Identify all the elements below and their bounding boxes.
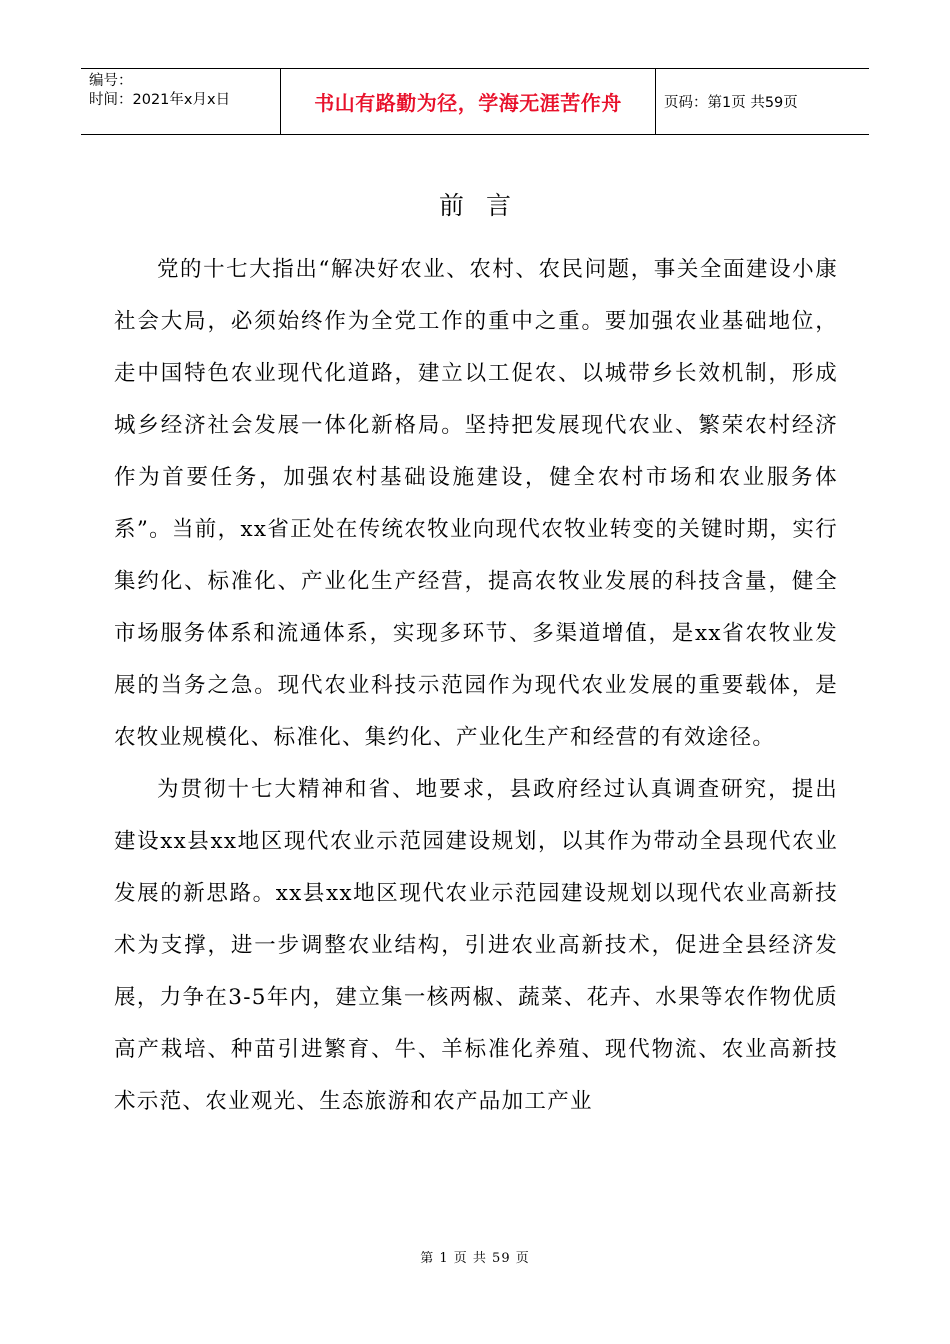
header-meta-cell	[81, 69, 281, 134]
paragraph: 为贯彻十七大精神和省、地要求，县政府经过认真调查研究，提出建设xx县xx地区现代农业示范园建设规划，以其作为带动全县现代农业发展的新思路。xx县xx地区现代农业示范园建设规划以现代农业高新技术为支撑，进一步调整农业结构，引进农业高新技术，促进全县经济发展，力争在3-5年内，建立集一核两椒、蔬菜、花卉、水果等农作物优质高产栽培、种苗引进繁育、牛、羊标准化养殖、现代物流、农业高新技术示范、农业观光、生态旅游和农产品加工产业	[114, 777, 838, 1114]
header-motto-cell	[281, 69, 656, 134]
motto-text: 书山有路勤为径，学海无涯苦作舟	[314, 91, 622, 115]
header-table	[81, 68, 869, 135]
number-label: 编号：	[89, 73, 133, 89]
header-page-cell	[656, 69, 869, 134]
page-info: 页码：第1页 共59页	[664, 95, 798, 111]
page-footer: 第 1 页 共 59 页	[420, 1251, 530, 1266]
document-body	[114, 244, 838, 1128]
time-label: 时间：2021年x月x日	[89, 92, 231, 108]
paragraph: 党的十七大指出“解决好农业、农村、农民问题，事关全面建设小康社会大局，必须始终作为全党工作的重中之重。要加强农业基础地位，走中国特色农业现代化道路，建立以工促农、以城带乡长效机制，形成城乡经济社会发展一体化新格局。坚持把发展现代农业、繁荣农村经济作为首要任务，加强农村基础设施建设，健全农村市场和农业服务体系”。当前，xx省正处在传统农牧业向现代农牧业转变的关键时期，实行集约化、标准化、产业化生产经营，提高农牧业发展的科技含量，健全市场服务体系和流通体系，实现多环节、多渠道增值，是xx省农牧业发展的当务之急。现代农业科技示范园作为现代农业发展的重要载体，是农牧业规模化、标准化、集约化、产业化生产和经营的有效途径。	[114, 257, 838, 750]
document-title: 前言	[438, 191, 533, 220]
